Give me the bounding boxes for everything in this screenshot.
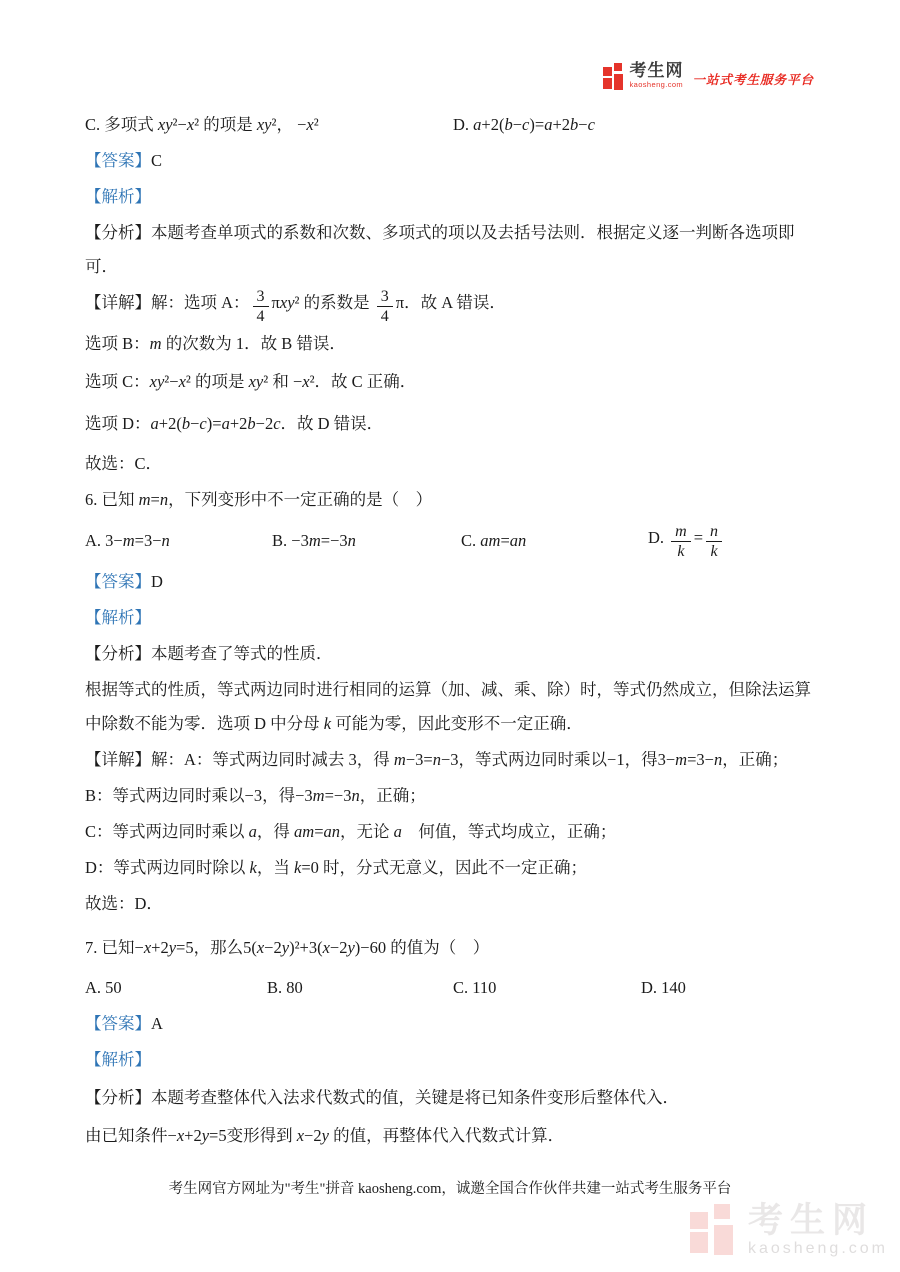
analysis-q5: 【分析】本题考查单项式的系数和次数、多项式的项以及去括号法则．根据定义逐一判断各选项即可． (85, 223, 795, 276)
analysis-q7-detail: 由已知条件−x+2y=5变形得到 x−2y 的值，再整体代入代数式计算． (85, 1125, 565, 1145)
option-cell: B. 80 (267, 977, 303, 997)
options-cd-q5 (85, 108, 815, 142)
fraction: $\frac{n}{k}$ (706, 523, 722, 561)
option-cell: D. $\frac{m}{k}$ = $\frac{n}{k}$ (648, 521, 725, 560)
detail-q5-option-c: 选项 C：xy²−x² 的项是 xy² 和 −x²．故 C 正确． (85, 372, 417, 392)
fraction: $\frac{m}{k}$ (671, 523, 691, 561)
options-q6 (85, 521, 815, 560)
detail-q5-option-b: 选项 B：m 的次数为 1．故 B 错误． (85, 334, 346, 354)
detail-q5-option-d: 选项 D：a+2(b−c)=a+2b−2c．故 D 错误． (85, 414, 384, 434)
analysis-header-q7: 【解析】 (85, 1049, 151, 1069)
detail-q6-a: 【详解】解：A：等式两边同时减去 3，得 m−3=n−3，等式两边同时乘以−1，得3−m=3−n，正确； (85, 749, 789, 769)
header-brand (603, 62, 814, 92)
option-cell: A. 50 (85, 977, 122, 997)
option-cell: C. 多项式 xy²−x² 的项是 xy²， −x² (85, 115, 319, 134)
answer-q7: 【答案】A (85, 1013, 163, 1033)
option-cell: D. 140 (641, 977, 686, 997)
watermark-brand-domain: kaosheng.com (747, 1240, 888, 1257)
option-cell: C. 110 (453, 977, 497, 997)
document-lines (85, 108, 815, 1155)
options-q7 (85, 971, 815, 1005)
option-cell: A. 3−m=3−n (85, 530, 170, 550)
watermark-logo-icon (690, 1203, 736, 1259)
detail-q6-c: C：等式两边同时乘以 a，得 am=an，无论 a 何值，等式均成立，正确； (85, 821, 617, 841)
question-6-stem: 6. 已知 m=n，下列变形中不一定正确的是（ ） (85, 490, 433, 510)
analysis-q6-detail: 根据等式的性质，等式两边同时进行相同的运算（加、减、乘、除）时，等式仍然成立，但除法运算中除数不能为零．选项 D 中分母 k 可能为零，因此变形不一定正确． (85, 679, 811, 733)
answer-q6: 【答案】D (85, 571, 163, 591)
option-cell: D. a+2(b−c)=a+2b−c (453, 115, 595, 134)
kaosheng-logo-icon (603, 62, 624, 92)
brand-slogan: 一站式考生服务平台 (692, 73, 814, 87)
brand-text-block (629, 62, 683, 89)
analysis-header-q5: 【解析】 (85, 187, 151, 206)
watermark-text-block (748, 1203, 888, 1257)
option-cell: B. −3m=−3n (272, 530, 356, 550)
conclusion-q6: 故选：D． (85, 893, 163, 913)
analysis-q7: 【分析】本题考查整体代入法求代数式的值，关键是将已知条件变形后整体代入． (85, 1087, 679, 1107)
analysis-header-q6: 【解析】 (85, 607, 151, 627)
fraction: $\frac{3}{4}$ (377, 288, 393, 326)
detail-q6-d: D：等式两边同时除以 k，当 k=0 时，分式无意义，因此不一定正确； (85, 857, 588, 877)
watermark (690, 1203, 888, 1259)
option-cell: C. am=an (461, 530, 527, 550)
detail-q5-option-a: 【详解】解：选项 A： $\frac{3}{4}$ πxy² 的系数是 $\frac{3}{4}$ π．故 A 错误． (85, 287, 506, 325)
answer-q5: 【答案】C (85, 151, 163, 170)
brand-domain: kaosheng.com (629, 80, 684, 89)
footer-note: 考生网官方网址为"考生"拼音 kaosheng.com，诚邀全国合作伙伴共建一站式考生服务平台 (168, 1181, 732, 1197)
conclusion-q5: 故选：C． (85, 454, 163, 474)
brand-name: 考生网 (629, 61, 684, 80)
detail-q6-b: B：等式两边同时乘以−3，得−3m=−3n，正确； (85, 785, 426, 805)
watermark-brand-name: 考生网 (747, 1201, 874, 1240)
fraction: $\frac{3}{4}$ (253, 288, 269, 326)
analysis-q6: 【分析】本题考查了等式的性质． (85, 643, 333, 663)
question-7-stem: 7. 已知−x+2y=5，那么5(x−2y)²+3(x−2y)−60 的值为（ ） (85, 937, 490, 957)
